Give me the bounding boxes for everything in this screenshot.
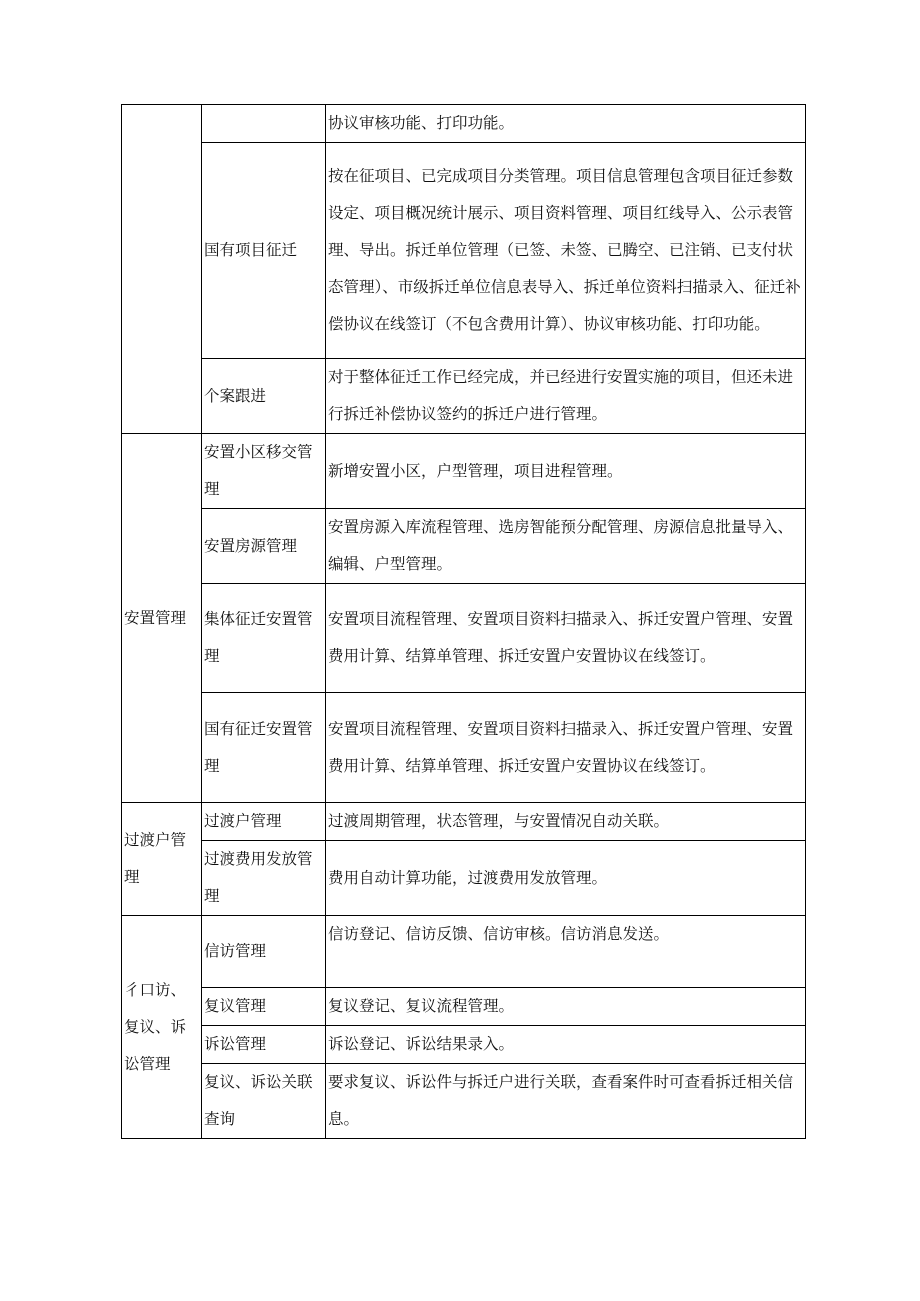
sub-cell xyxy=(202,584,326,693)
sub-text: 复议、诉讼关联查询 xyxy=(204,1073,313,1128)
desc-text: 复议登记、复议流程管理。 xyxy=(328,997,515,1015)
desc-cell xyxy=(326,916,806,988)
sub-text: 复议管理 xyxy=(204,997,267,1015)
desc-text: 要求复议、诉讼件与拆迁户进行关联，查看案件时可查看拆迁相关信息。 xyxy=(328,1073,794,1128)
desc-text: 费用自动计算功能，过渡费用发放管理。 xyxy=(328,868,608,887)
desc-cell xyxy=(326,803,806,841)
sub-text: 国有项目征迁 xyxy=(204,241,298,259)
group-label: 彳口访、复议、诉讼管理 xyxy=(124,980,187,1073)
table-row xyxy=(122,584,806,693)
requirements-table xyxy=(121,104,806,1139)
desc-text: 过渡周期管理，状态管理，与安置情况自动关联。 xyxy=(328,812,670,830)
table-row xyxy=(122,359,806,434)
sub-cell xyxy=(202,434,326,509)
group-cell xyxy=(122,434,202,803)
group-cell xyxy=(122,803,202,916)
sub-cell-empty xyxy=(202,105,326,143)
table-row xyxy=(122,434,806,509)
sub-cell xyxy=(202,988,326,1026)
desc-text: 诉讼登记、诉讼结果录入。 xyxy=(328,1035,515,1053)
group-label: 过渡户管理 xyxy=(124,831,187,886)
desc-cell xyxy=(326,1064,806,1139)
table-row xyxy=(122,143,806,359)
desc-cell xyxy=(326,143,806,359)
desc-text: 信访登记、信访反馈、信访审核。信访消息发送。 xyxy=(328,925,670,943)
sub-text: 信访管理 xyxy=(204,942,267,960)
sub-cell xyxy=(202,803,326,841)
desc-cell xyxy=(326,1026,806,1064)
sub-cell xyxy=(202,143,326,359)
desc-cell xyxy=(326,105,806,143)
group-cell-continued xyxy=(122,105,202,434)
desc-text: 对于整体征迁工作已经完成，并已经进行安置实施的项目，但还未进行拆迁补偿协议签约的拆迁户进行管理。 xyxy=(328,368,794,423)
group-cell xyxy=(122,916,202,1139)
desc-text: 按在征项目、已完成项目分类管理。项目信息管理包含项目征迁参数设定、项目概况统计展示、项目资料管理、项目红线导入、公示表管理、导出。拆迁单位管理（已签、未签、已腾空、已注销、已支付状态管理）、市级拆迁单位信息表导入、拆迁单位资料扫描录入、征迁补偿协议在线签订（不包含费用计算）、协议审核功能、打印功能。 xyxy=(328,167,801,333)
table-row xyxy=(122,841,806,916)
desc-text: 安置房源入库流程管理、选房智能预分配管理、房源信息批量导入、编辑、户型管理。 xyxy=(328,518,794,573)
sub-text: 过渡费用发放管理 xyxy=(204,850,313,905)
sub-text: 安置房源管理 xyxy=(204,536,298,555)
desc-cell xyxy=(326,693,806,803)
sub-cell xyxy=(202,916,326,988)
desc-cell xyxy=(326,988,806,1026)
table-row xyxy=(122,105,806,143)
sub-text: 个案跟进 xyxy=(204,386,267,405)
table-row xyxy=(122,988,806,1026)
desc-text: 安置项目流程管理、安置项目资料扫描录入、拆迁安置户管理、安置费用计算、结算单管理、拆迁安置户安置协议在线签订。 xyxy=(328,610,794,665)
sub-cell xyxy=(202,693,326,803)
table-row xyxy=(122,509,806,584)
sub-cell xyxy=(202,1026,326,1064)
sub-text: 集体征迁安置管理 xyxy=(204,610,313,665)
desc-cell xyxy=(326,509,806,584)
desc-cell xyxy=(326,584,806,693)
table-row xyxy=(122,693,806,803)
table-row xyxy=(122,1064,806,1139)
desc-cell xyxy=(326,841,806,916)
desc-text: 安置项目流程管理、安置项目资料扫描录入、拆迁安置户管理、安置费用计算、结算单管理、拆迁安置户安置协议在线签订。 xyxy=(328,719,794,775)
sub-cell xyxy=(202,1064,326,1139)
table-row xyxy=(122,1026,806,1064)
table-row xyxy=(122,803,806,841)
sub-text: 安置小区移交管理 xyxy=(204,443,313,498)
table-row xyxy=(122,916,806,988)
sub-text: 国有征迁安置管理 xyxy=(204,719,313,775)
desc-text: 新增安置小区，户型管理，项目进程管理。 xyxy=(328,461,623,480)
sub-cell xyxy=(202,509,326,584)
desc-cell xyxy=(326,359,806,434)
sub-text: 诉讼管理 xyxy=(204,1035,267,1053)
desc-cell xyxy=(326,434,806,509)
desc-text: 协议审核功能、打印功能。 xyxy=(328,114,515,132)
sub-text: 过渡户管理 xyxy=(204,812,282,830)
sub-cell xyxy=(202,841,326,916)
group-label: 安置管理 xyxy=(124,608,187,627)
sub-cell xyxy=(202,359,326,434)
